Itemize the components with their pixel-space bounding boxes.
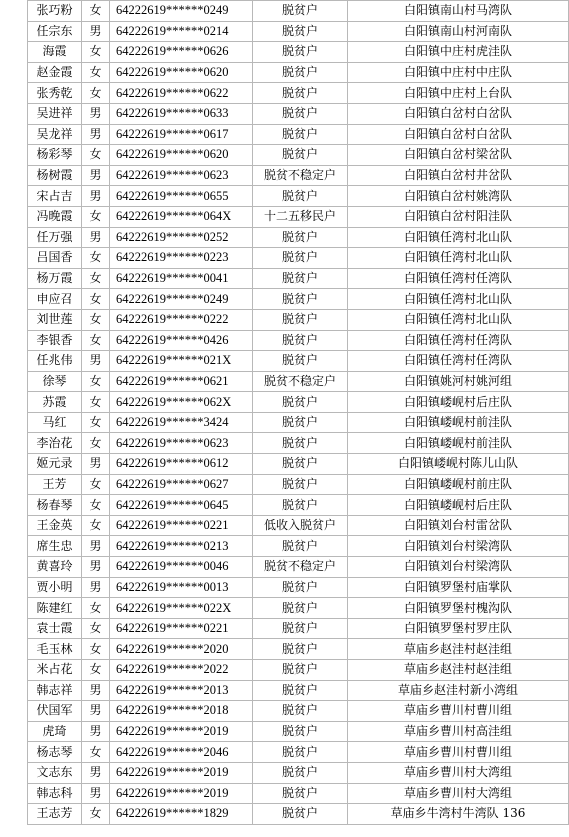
- table-row: [28, 454, 569, 475]
- sex-cell[interactable]: 男: [82, 103, 110, 124]
- household-type-cell[interactable]: 脱贫户: [253, 186, 348, 207]
- table-row: [28, 392, 569, 413]
- sex-cell[interactable]: 男: [82, 536, 110, 557]
- household-type-cell[interactable]: 脱贫户: [253, 618, 348, 639]
- household-type-cell[interactable]: 脱贫户: [253, 742, 348, 763]
- table-row: [28, 660, 569, 681]
- table-row: [28, 680, 569, 701]
- name-cell[interactable]: 陈建红: [28, 598, 82, 619]
- household-type-cell[interactable]: 脱贫户: [253, 21, 348, 42]
- sex-cell[interactable]: 女: [82, 42, 110, 63]
- id-number-cell[interactable]: 64222619******2013: [110, 680, 253, 701]
- id-number-cell[interactable]: 64222619******0223: [110, 248, 253, 269]
- household-type-cell[interactable]: 脱贫户: [253, 330, 348, 351]
- sex-cell[interactable]: 男: [82, 721, 110, 742]
- address-cell[interactable]: 白阳镇任湾村任湾队: [348, 351, 569, 372]
- sex-cell[interactable]: 男: [82, 701, 110, 722]
- address-cell[interactable]: 白阳镇任湾村任湾队: [348, 268, 569, 289]
- table-row: [28, 248, 569, 269]
- table-row: [28, 557, 569, 578]
- address-cell[interactable]: 白阳镇嵝岘村前洼队: [348, 433, 569, 454]
- address-cell[interactable]: 白阳镇任湾村北山队: [348, 227, 569, 248]
- household-type-cell[interactable]: 脱贫户: [253, 1, 348, 22]
- id-number-cell[interactable]: 64222619******0626: [110, 42, 253, 63]
- name-cell[interactable]: 杨志琴: [28, 742, 82, 763]
- address-cell[interactable]: 白阳镇罗堡村罗庄队: [348, 618, 569, 639]
- address-cell[interactable]: 白阳镇刘台村雷岔队: [348, 515, 569, 536]
- household-type-cell[interactable]: 低收入脱贫户: [253, 515, 348, 536]
- sex-cell[interactable]: 女: [82, 742, 110, 763]
- name-cell[interactable]: 席生忠: [28, 536, 82, 557]
- household-type-cell[interactable]: 脱贫户: [253, 762, 348, 783]
- address-cell[interactable]: 白阳镇中庄村中庄队: [348, 62, 569, 83]
- address-cell[interactable]: 白阳镇嵝岘村陈儿山队: [348, 454, 569, 475]
- table-row: [28, 618, 569, 639]
- household-type-cell[interactable]: 脱贫户: [253, 598, 348, 619]
- address-cell[interactable]: 白阳镇嵝岘村后庄队: [348, 495, 569, 516]
- address-cell[interactable]: 白阳镇任湾村北山队: [348, 248, 569, 269]
- address-cell[interactable]: 白阳镇刘台村梁湾队: [348, 557, 569, 578]
- name-cell[interactable]: 韩志祥: [28, 680, 82, 701]
- name-cell[interactable]: 冯晚霞: [28, 206, 82, 227]
- sex-cell[interactable]: 男: [82, 21, 110, 42]
- sex-cell[interactable]: 女: [82, 145, 110, 166]
- id-number-cell[interactable]: 64222619******0222: [110, 309, 253, 330]
- table-row: [28, 536, 569, 557]
- name-cell[interactable]: 苏霞: [28, 392, 82, 413]
- sex-cell[interactable]: 女: [82, 598, 110, 619]
- id-number-cell[interactable]: 64222619******0221: [110, 618, 253, 639]
- id-number-cell[interactable]: 64222619******0623: [110, 165, 253, 186]
- sex-cell[interactable]: 女: [82, 268, 110, 289]
- sex-cell[interactable]: 男: [82, 680, 110, 701]
- name-cell[interactable]: 韩志科: [28, 783, 82, 804]
- table-body: [28, 1, 569, 825]
- table-row: [28, 1, 569, 22]
- household-type-cell[interactable]: 脱贫户: [253, 309, 348, 330]
- id-number-cell[interactable]: 64222619******0620: [110, 145, 253, 166]
- address-cell[interactable]: 白阳镇姚河村姚河组: [348, 371, 569, 392]
- sex-cell[interactable]: 女: [82, 618, 110, 639]
- table-row: [28, 515, 569, 536]
- name-cell[interactable]: 毛玉林: [28, 639, 82, 660]
- address-cell[interactable]: 白阳镇白岔村白岔队: [348, 124, 569, 145]
- table-row: [28, 783, 569, 804]
- id-number-cell[interactable]: 64222619******3424: [110, 412, 253, 433]
- household-type-cell[interactable]: 脱贫户: [253, 577, 348, 598]
- sex-cell[interactable]: 女: [82, 371, 110, 392]
- household-type-cell[interactable]: 脱贫户: [253, 268, 348, 289]
- household-type-cell[interactable]: 脱贫户: [253, 62, 348, 83]
- sex-cell[interactable]: 男: [82, 557, 110, 578]
- address-cell[interactable]: 白阳镇中庄村虎洼队: [348, 42, 569, 63]
- table-row: [28, 721, 569, 742]
- table-row: [28, 21, 569, 42]
- table-row: [28, 103, 569, 124]
- table-row: [28, 165, 569, 186]
- address-cell[interactable]: 草庙乡曹川村大湾组: [348, 783, 569, 804]
- table-row: [28, 83, 569, 104]
- sex-cell[interactable]: 男: [82, 783, 110, 804]
- sex-cell[interactable]: 女: [82, 289, 110, 310]
- table-row: [28, 206, 569, 227]
- table-row: [28, 742, 569, 763]
- address-cell[interactable]: 白阳镇任湾村北山队: [348, 309, 569, 330]
- household-type-cell[interactable]: 脱贫户: [253, 783, 348, 804]
- id-number-cell[interactable]: 64222619******0645: [110, 495, 253, 516]
- sex-cell[interactable]: 男: [82, 186, 110, 207]
- address-cell[interactable]: 白阳镇白岔村姚湾队: [348, 186, 569, 207]
- id-number-cell[interactable]: 64222619******0221: [110, 515, 253, 536]
- sex-cell[interactable]: 女: [82, 660, 110, 681]
- id-number-cell[interactable]: 64222619******0621: [110, 371, 253, 392]
- name-cell[interactable]: 李治花: [28, 433, 82, 454]
- sex-cell[interactable]: 女: [82, 433, 110, 454]
- table-row: [28, 701, 569, 722]
- sex-cell[interactable]: 女: [82, 330, 110, 351]
- table-row: [28, 433, 569, 454]
- sex-cell[interactable]: 女: [82, 412, 110, 433]
- table-row: [28, 145, 569, 166]
- id-number-cell[interactable]: 64222619******2020: [110, 639, 253, 660]
- id-number-cell[interactable]: 64222619******0627: [110, 474, 253, 495]
- id-number-cell[interactable]: 64222619******0622: [110, 83, 253, 104]
- name-cell[interactable]: 黄喜玲: [28, 557, 82, 578]
- sex-cell[interactable]: 女: [82, 83, 110, 104]
- household-type-cell[interactable]: 脱贫户: [253, 639, 348, 660]
- household-type-cell[interactable]: 脱贫户: [253, 83, 348, 104]
- name-cell[interactable]: 杨彩琴: [28, 145, 82, 166]
- address-cell[interactable]: 草庙乡曹川村高洼组: [348, 721, 569, 742]
- address-cell[interactable]: 草庙乡牛湾村牛湾队 136: [348, 804, 569, 825]
- household-type-cell[interactable]: 脱贫户: [253, 351, 348, 372]
- sex-cell[interactable]: 女: [82, 248, 110, 269]
- name-cell[interactable]: 吴进祥: [28, 103, 82, 124]
- household-type-cell[interactable]: 脱贫户: [253, 145, 348, 166]
- name-cell[interactable]: 王芳: [28, 474, 82, 495]
- id-number-cell[interactable]: 64222619******0213: [110, 536, 253, 557]
- address-cell[interactable]: 草庙乡赵洼村赵洼组: [348, 639, 569, 660]
- household-type-cell[interactable]: 脱贫户: [253, 392, 348, 413]
- id-number-cell[interactable]: 64222619******062X: [110, 392, 253, 413]
- id-number-cell[interactable]: 64222619******0655: [110, 186, 253, 207]
- sex-cell[interactable]: 男: [82, 227, 110, 248]
- table-row: [28, 42, 569, 63]
- id-number-cell[interactable]: 64222619******2019: [110, 721, 253, 742]
- name-cell[interactable]: 申应召: [28, 289, 82, 310]
- address-cell[interactable]: 白阳镇白岔村白岔队: [348, 103, 569, 124]
- table-row: [28, 124, 569, 145]
- address-cell[interactable]: 白阳镇白岔村井岔队: [348, 165, 569, 186]
- name-cell[interactable]: 王金英: [28, 515, 82, 536]
- table-row: [28, 474, 569, 495]
- household-type-cell[interactable]: 十二五移民户: [253, 206, 348, 227]
- table-row: [28, 371, 569, 392]
- table-row: [28, 577, 569, 598]
- household-type-cell[interactable]: 脱贫不稳定户: [253, 165, 348, 186]
- id-number-cell[interactable]: 64222619******0249: [110, 289, 253, 310]
- sex-cell[interactable]: 男: [82, 454, 110, 475]
- table-row: [28, 62, 569, 83]
- id-number-cell[interactable]: 64222619******2046: [110, 742, 253, 763]
- household-type-cell[interactable]: 脱贫户: [253, 680, 348, 701]
- sex-cell[interactable]: 男: [82, 351, 110, 372]
- household-type-cell[interactable]: 脱贫户: [253, 289, 348, 310]
- id-number-cell[interactable]: 64222619******0623: [110, 433, 253, 454]
- household-type-cell[interactable]: 脱贫不稳定户: [253, 371, 348, 392]
- name-cell[interactable]: 吴龙祥: [28, 124, 82, 145]
- sex-cell[interactable]: 男: [82, 577, 110, 598]
- left-margin: [0, 0, 27, 837]
- sex-cell[interactable]: 女: [82, 309, 110, 330]
- table-row: [28, 351, 569, 372]
- household-type-cell[interactable]: 脱贫户: [253, 433, 348, 454]
- household-type-cell[interactable]: 脱贫户: [253, 454, 348, 475]
- id-number-cell[interactable]: 64222619******0426: [110, 330, 253, 351]
- name-cell[interactable]: 马红: [28, 412, 82, 433]
- address-cell[interactable]: 草庙乡曹川村曹川组: [348, 701, 569, 722]
- name-cell[interactable]: 文志东: [28, 762, 82, 783]
- id-number-cell[interactable]: 64222619******0612: [110, 454, 253, 475]
- name-cell[interactable]: 徐琴: [28, 371, 82, 392]
- id-number-cell[interactable]: 64222619******021X: [110, 351, 253, 372]
- household-table: [27, 0, 569, 825]
- name-cell[interactable]: 刘世莲: [28, 309, 82, 330]
- household-type-cell[interactable]: 脱贫户: [253, 248, 348, 269]
- name-cell[interactable]: 袁士霞: [28, 618, 82, 639]
- household-type-cell[interactable]: 脱贫户: [253, 701, 348, 722]
- address-cell[interactable]: 草庙乡赵洼村新小湾组: [348, 680, 569, 701]
- table-row: [28, 598, 569, 619]
- name-cell[interactable]: 伏国军: [28, 701, 82, 722]
- address-cell[interactable]: 白阳镇嵝岘村前庄队: [348, 474, 569, 495]
- sex-cell[interactable]: 女: [82, 495, 110, 516]
- sex-cell[interactable]: 女: [82, 804, 110, 825]
- address-cell[interactable]: 白阳镇白岔村梁岔队: [348, 145, 569, 166]
- sex-cell[interactable]: 女: [82, 392, 110, 413]
- name-cell[interactable]: 张秀乾: [28, 83, 82, 104]
- name-cell[interactable]: 宋占吉: [28, 186, 82, 207]
- address-cell[interactable]: 白阳镇中庄村上台队: [348, 83, 569, 104]
- id-number-cell[interactable]: 64222619******0013: [110, 577, 253, 598]
- household-type-cell[interactable]: 脱贫不稳定户: [253, 557, 348, 578]
- id-number-cell[interactable]: 64222619******1829: [110, 804, 253, 825]
- id-number-cell[interactable]: 64222619******064X: [110, 206, 253, 227]
- name-cell[interactable]: 海霞: [28, 42, 82, 63]
- id-number-cell[interactable]: 64222619******0214: [110, 21, 253, 42]
- name-cell[interactable]: 任万强: [28, 227, 82, 248]
- name-cell[interactable]: 杨树霞: [28, 165, 82, 186]
- id-number-cell[interactable]: 64222619******0252: [110, 227, 253, 248]
- table-row: [28, 186, 569, 207]
- sex-cell[interactable]: 女: [82, 474, 110, 495]
- id-number-cell[interactable]: 64222619******2022: [110, 660, 253, 681]
- address-cell[interactable]: 白阳镇南山村马湾队: [348, 1, 569, 22]
- id-number-cell[interactable]: 64222619******0249: [110, 1, 253, 22]
- id-number-cell[interactable]: 64222619******0620: [110, 62, 253, 83]
- table-row: [28, 268, 569, 289]
- sex-cell[interactable]: 女: [82, 1, 110, 22]
- name-cell[interactable]: 任宗东: [28, 21, 82, 42]
- name-cell[interactable]: 王志芳: [28, 804, 82, 825]
- name-cell[interactable]: 任兆伟: [28, 351, 82, 372]
- address-cell[interactable]: 白阳镇嵝岘村后庄队: [348, 392, 569, 413]
- name-cell[interactable]: 李银香: [28, 330, 82, 351]
- household-type-cell[interactable]: 脱贫户: [253, 495, 348, 516]
- name-cell[interactable]: 赵金霞: [28, 62, 82, 83]
- address-cell[interactable]: 白阳镇任湾村任湾队: [348, 330, 569, 351]
- table-row: [28, 495, 569, 516]
- id-number-cell[interactable]: 64222619******0041: [110, 268, 253, 289]
- household-type-cell[interactable]: 脱贫户: [253, 721, 348, 742]
- address-cell[interactable]: 白阳镇南山村河南队: [348, 21, 569, 42]
- id-number-cell[interactable]: 64222619******022X: [110, 598, 253, 619]
- name-cell[interactable]: 虎琦: [28, 721, 82, 742]
- address-cell[interactable]: 草庙乡曹川村曹川组: [348, 742, 569, 763]
- household-type-cell[interactable]: 脱贫户: [253, 804, 348, 825]
- table-row: [28, 330, 569, 351]
- table-row: [28, 762, 569, 783]
- name-cell[interactable]: 杨春琴: [28, 495, 82, 516]
- name-cell[interactable]: 吕国香: [28, 248, 82, 269]
- sex-cell[interactable]: 女: [82, 206, 110, 227]
- household-type-cell[interactable]: 脱贫户: [253, 536, 348, 557]
- household-type-cell[interactable]: 脱贫户: [253, 474, 348, 495]
- household-type-cell[interactable]: 脱贫户: [253, 227, 348, 248]
- id-number-cell[interactable]: 64222619******0633: [110, 103, 253, 124]
- name-cell[interactable]: 张巧粉: [28, 1, 82, 22]
- household-type-cell[interactable]: 脱贫户: [253, 124, 348, 145]
- name-cell[interactable]: 姬元录: [28, 454, 82, 475]
- sex-cell[interactable]: 女: [82, 62, 110, 83]
- address-cell[interactable]: 白阳镇白岔村阳洼队: [348, 206, 569, 227]
- address-cell[interactable]: 白阳镇任湾村北山队: [348, 289, 569, 310]
- household-type-cell[interactable]: 脱贫户: [253, 412, 348, 433]
- household-type-cell[interactable]: 脱贫户: [253, 103, 348, 124]
- sex-cell[interactable]: 男: [82, 165, 110, 186]
- address-cell[interactable]: 白阳镇罗堡村槐沟队: [348, 598, 569, 619]
- table-row: [28, 639, 569, 660]
- name-cell[interactable]: 米占花: [28, 660, 82, 681]
- sex-cell[interactable]: 女: [82, 515, 110, 536]
- name-cell[interactable]: 杨万霞: [28, 268, 82, 289]
- id-number-cell[interactable]: 64222619******2019: [110, 762, 253, 783]
- table-row: [28, 412, 569, 433]
- household-type-cell[interactable]: 脱贫户: [253, 660, 348, 681]
- table-row: [28, 804, 569, 825]
- table-row: [28, 289, 569, 310]
- id-number-cell[interactable]: 64222619******0046: [110, 557, 253, 578]
- id-number-cell[interactable]: 64222619******2018: [110, 701, 253, 722]
- id-number-cell[interactable]: 64222619******2019: [110, 783, 253, 804]
- sex-cell[interactable]: 男: [82, 124, 110, 145]
- address-cell[interactable]: 白阳镇嵝岘村前洼队: [348, 412, 569, 433]
- household-type-cell[interactable]: 脱贫户: [253, 42, 348, 63]
- address-cell[interactable]: 白阳镇罗堡村庙掌队: [348, 577, 569, 598]
- sex-cell[interactable]: 女: [82, 639, 110, 660]
- address-cell[interactable]: 草庙乡曹川村大湾组: [348, 762, 569, 783]
- sex-cell[interactable]: 男: [82, 762, 110, 783]
- table-row: [28, 309, 569, 330]
- table-row: [28, 227, 569, 248]
- address-cell[interactable]: 草庙乡赵洼村赵洼组: [348, 660, 569, 681]
- address-cell[interactable]: 白阳镇刘台村梁湾队: [348, 536, 569, 557]
- name-cell[interactable]: 贾小明: [28, 577, 82, 598]
- id-number-cell[interactable]: 64222619******0617: [110, 124, 253, 145]
